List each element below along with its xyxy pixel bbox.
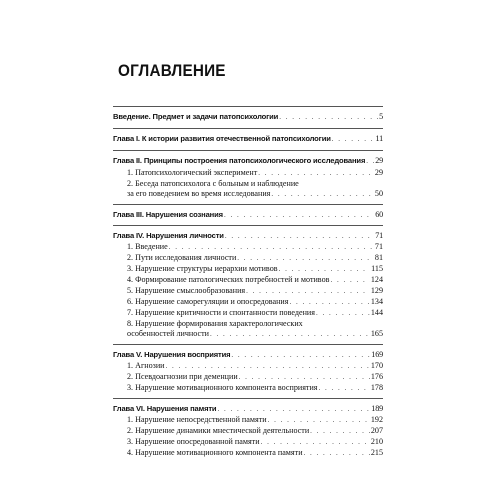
dot-leader — [366, 156, 374, 166]
toc-entry-label: Введение. Предмет и задачи патопсихологии — [113, 112, 279, 121]
toc-entry-label: 3. Нарушение опосредованной памяти — [127, 437, 260, 446]
toc-page-number: 170 — [370, 361, 383, 370]
dot-leader — [279, 112, 378, 122]
toc-page-number: 189 — [371, 404, 383, 413]
toc-entry-label: Глава I. К истории развития отечественной патопсихологии — [113, 134, 331, 143]
toc-page-number: 165 — [370, 329, 383, 338]
toc-entry-section[interactable] — [113, 285, 383, 296]
toc-entry-label: Глава VI. Нарушения памяти — [113, 404, 217, 413]
dot-leader — [239, 372, 370, 382]
toc-page-number: 11 — [375, 134, 383, 143]
toc-page-number: 215 — [370, 448, 383, 457]
toc-entry-label: 1. Введение — [127, 242, 168, 251]
section-divider — [113, 225, 383, 226]
toc-entry-label: 1. Патопсихологический эксперимент — [127, 168, 258, 177]
toc-entry-chapter-5[interactable] — [113, 349, 383, 360]
toc-page-number: 5 — [379, 112, 383, 121]
toc-page-number: 50 — [374, 189, 383, 198]
toc-entry-intro[interactable] — [113, 111, 383, 122]
toc-entry-label: 2. Пути исследования личности — [127, 253, 237, 262]
dot-leader — [169, 242, 374, 252]
toc-page-number: 71 — [375, 231, 383, 240]
toc-entry-section[interactable] — [113, 447, 383, 458]
toc-entry-label: 2. Нарушение динамики мнестической деятельности — [127, 426, 310, 435]
toc-page-number: 207 — [370, 426, 383, 435]
toc-entry-label: 2. Псевдоагнозии при деменции — [127, 372, 238, 381]
toc-entry-label: особенностей личности — [127, 329, 209, 338]
dot-leader — [289, 297, 369, 307]
toc-entry-section[interactable] — [113, 414, 383, 425]
dot-leader — [225, 231, 374, 241]
toc-entry-label: 1. Нарушение непосредственной памяти — [127, 415, 267, 424]
toc-entry-section[interactable] — [113, 188, 383, 199]
toc-entry-section[interactable] — [113, 328, 383, 339]
toc-entry-section[interactable] — [113, 425, 383, 436]
section-divider — [113, 150, 383, 151]
dot-leader — [224, 210, 374, 220]
toc-entry-section[interactable] — [113, 252, 383, 263]
toc-entry-label: 5. Нарушение смыслообразования — [127, 286, 246, 295]
toc-entry-label: Глава IV. Нарушения личности — [113, 231, 224, 240]
section-divider — [113, 128, 383, 129]
toc-entry-section[interactable] — [113, 307, 383, 318]
toc-page-number: 169 — [371, 350, 383, 359]
dot-leader — [231, 350, 370, 360]
toc-page-number: 29 — [375, 156, 383, 165]
dot-leader — [271, 189, 373, 199]
toc-page-number: 81 — [374, 253, 383, 262]
toc-page-number: 29 — [374, 168, 383, 177]
toc-entry-section[interactable] — [113, 296, 383, 307]
toc-entry-section[interactable] — [113, 274, 383, 285]
toc-entry-label: 2. Беседа патопсихолога с больным и наблюдение — [127, 179, 299, 188]
toc-entry-chapter-4[interactable] — [113, 230, 383, 241]
dot-leader — [217, 404, 370, 414]
dot-leader — [316, 308, 370, 318]
toc-entry-label: Глава III. Нарушения сознания — [113, 210, 223, 219]
toc-page-number: 176 — [370, 372, 383, 381]
toc-entry-section[interactable] — [113, 371, 383, 382]
toc-entry-label: 6. Нарушение саморегуляции и опосредования — [127, 297, 289, 306]
toc-page-number: 60 — [375, 210, 383, 219]
dot-leader — [319, 383, 370, 393]
section-divider — [113, 398, 383, 399]
dot-leader — [261, 437, 370, 447]
toc-page-number: 124 — [370, 275, 383, 284]
section-divider — [113, 106, 383, 107]
page-title: ОГЛАВЛЕНИЕ — [118, 61, 226, 80]
dot-leader — [237, 253, 374, 263]
dot-leader — [268, 415, 370, 425]
toc-entry-chapter-2[interactable] — [113, 155, 383, 166]
toc-entry-chapter-1[interactable] — [113, 133, 383, 144]
section-divider — [113, 344, 383, 345]
toc-entry-label: Глава II. Принципы построения патопсихологического исследования — [113, 156, 366, 165]
toc-entry-label: 8. Нарушение формирования характерологических — [127, 319, 303, 328]
dot-leader — [166, 361, 370, 371]
toc-entry-section[interactable] — [113, 436, 383, 447]
toc-page-number: 71 — [374, 242, 383, 251]
toc-entry-label: 3. Нарушение структуры иерархии мотивов — [127, 264, 278, 273]
dot-leader — [246, 286, 370, 296]
toc-page-number: 210 — [370, 437, 383, 446]
toc-entry-section[interactable] — [113, 360, 383, 371]
toc-entry-section[interactable] — [113, 167, 383, 178]
toc-entry-label: за его поведением во время исследования — [127, 189, 271, 198]
toc-entry-label: 4. Формирование патологических потребностей и мотивов — [127, 275, 330, 284]
toc-entry-label: 4. Нарушение мотивационного компонента памяти — [127, 448, 303, 457]
toc-page-number: 134 — [370, 297, 383, 306]
toc-page-number: 144 — [370, 308, 383, 317]
toc-entry-chapter-6[interactable] — [113, 403, 383, 414]
dot-leader — [310, 426, 370, 436]
toc-entry-label: Глава V. Нарушения восприятия — [113, 350, 231, 359]
dot-leader — [304, 448, 370, 458]
dot-leader — [332, 134, 375, 144]
toc-entry-chapter-3[interactable] — [113, 209, 383, 220]
toc-entry-section[interactable] — [113, 382, 383, 393]
toc-page-number: 178 — [370, 383, 383, 392]
toc-entry-section[interactable] — [113, 263, 383, 274]
dot-leader — [210, 329, 370, 339]
dot-leader — [258, 168, 374, 178]
toc-entry-label: 1. Агнозии — [127, 361, 165, 370]
toc-page-number: 192 — [370, 415, 383, 424]
toc-entry-label: 3. Нарушение мотивационного компонента восприятия — [127, 383, 318, 392]
dot-leader — [330, 275, 369, 285]
section-divider — [113, 204, 383, 205]
toc-entry-label: 7. Нарушение критичности и спонтанности поведения — [127, 308, 315, 317]
toc-page-number: 129 — [370, 286, 383, 295]
toc-page-number: 115 — [371, 264, 383, 273]
dot-leader — [279, 264, 371, 274]
table-of-contents — [113, 0, 383, 500]
toc-entry-section[interactable] — [113, 241, 383, 252]
